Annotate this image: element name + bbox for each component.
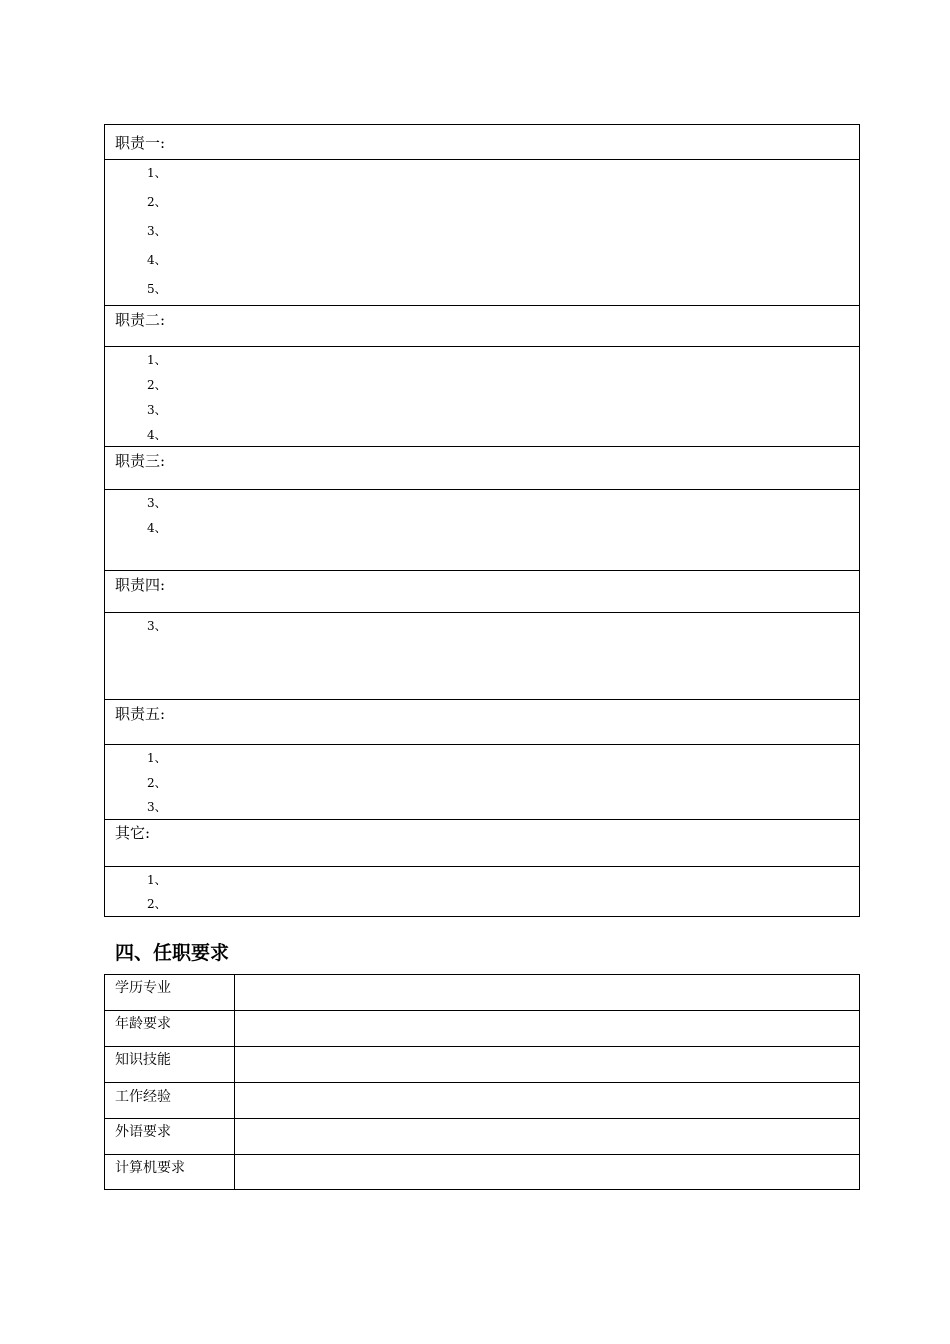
duty-body — [105, 347, 859, 447]
list-item: 3、 — [147, 800, 167, 814]
requirement-value[interactable] — [234, 1047, 859, 1082]
requirement-value[interactable] — [234, 1155, 859, 1189]
duty-header — [105, 306, 859, 347]
requirement-label: 工作经验 — [115, 1089, 171, 1105]
duty-header — [105, 700, 859, 745]
duty-body — [105, 490, 859, 571]
requirement-label: 年龄要求 — [115, 1016, 171, 1032]
duty-title: 职责二: — [115, 311, 166, 329]
duty-title: 职责五: — [115, 705, 166, 723]
table-row — [105, 1154, 859, 1189]
list-item: 4、 — [147, 253, 167, 267]
requirement-label: 知识技能 — [115, 1052, 171, 1068]
requirement-value[interactable] — [234, 1083, 859, 1118]
list-item: 2、 — [147, 776, 167, 790]
requirement-value[interactable] — [234, 1011, 859, 1046]
duty-title: 其它: — [115, 824, 151, 842]
list-item: 3、 — [147, 403, 167, 417]
requirement-label: 外语要求 — [115, 1124, 171, 1140]
requirement-label: 计算机要求 — [115, 1160, 185, 1176]
duty-title: 职责三: — [115, 452, 166, 470]
list-item: 2、 — [147, 195, 167, 209]
table-row — [105, 1082, 859, 1118]
duty-header — [105, 125, 859, 160]
duties-table — [104, 124, 860, 917]
list-item: 1、 — [147, 353, 167, 367]
table-row — [105, 975, 859, 1010]
section-title: 四、任职要求 — [115, 942, 230, 964]
list-item: 1、 — [147, 873, 167, 887]
requirement-label: 学历专业 — [115, 980, 171, 996]
list-item: 1、 — [147, 751, 167, 765]
duty-header — [105, 447, 859, 490]
duty-header — [105, 820, 859, 867]
requirement-value[interactable] — [234, 1119, 859, 1154]
table-row — [105, 1046, 859, 1082]
duty-body — [105, 867, 859, 916]
duty-title: 职责四: — [115, 576, 166, 594]
list-item: 4、 — [147, 521, 167, 535]
list-item: 4、 — [147, 428, 167, 442]
list-item: 3、 — [147, 496, 167, 510]
requirements-table — [104, 974, 860, 1190]
duty-title: 职责一: — [115, 134, 166, 152]
duty-header — [105, 571, 859, 613]
list-item: 2、 — [147, 378, 167, 392]
duty-body — [105, 745, 859, 820]
list-item: 1、 — [147, 166, 167, 180]
list-item: 5、 — [147, 282, 167, 296]
duty-body — [105, 613, 859, 700]
list-item: 2、 — [147, 897, 167, 911]
table-row — [105, 1118, 859, 1154]
duty-body — [105, 160, 859, 306]
table-row — [105, 1010, 859, 1046]
requirement-value[interactable] — [234, 975, 859, 1010]
list-item: 3、 — [147, 224, 167, 238]
list-item: 3、 — [147, 619, 167, 633]
